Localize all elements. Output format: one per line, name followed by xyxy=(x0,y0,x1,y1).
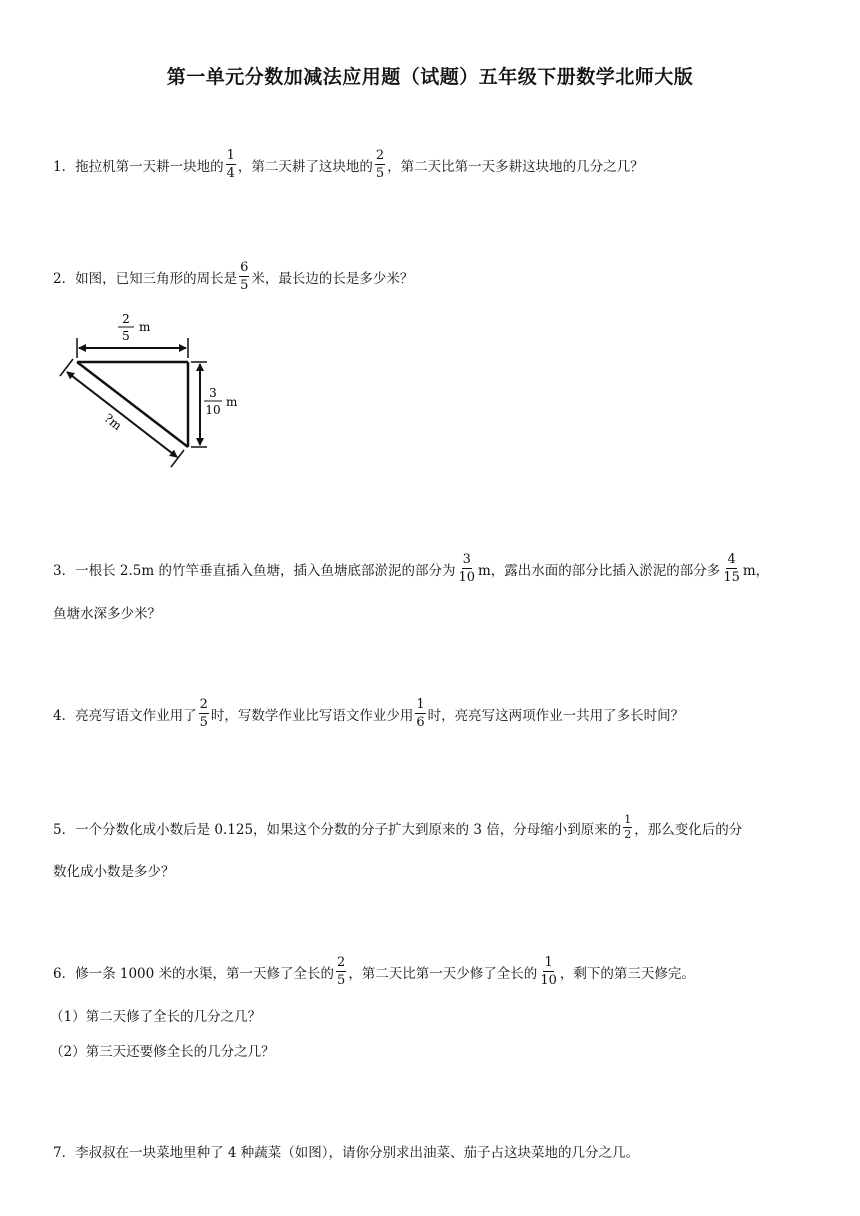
right-label-den: 10 xyxy=(205,403,221,417)
q4-text-1: 4．亮亮写语文作业用了 xyxy=(53,707,197,724)
question-4 xyxy=(53,697,684,730)
q6-text-3: ，剩下的第三天修完。 xyxy=(559,965,695,982)
q6-fraction-1: $\frac{2}{5}$ xyxy=(337,955,346,988)
q6-text-2: ，第二天比第一天少修了全长的 xyxy=(348,965,538,982)
q6-sub1-text: （1）第二天修了全长的几分之几？ xyxy=(50,1009,262,1025)
question-3-line-2 xyxy=(53,602,161,622)
q6-sub2-text: （2）第三天还要修全长的几分之几？ xyxy=(50,1044,275,1060)
q3-text-3: m， xyxy=(742,562,770,579)
q3-fraction-1: $\frac{3}{10}$ xyxy=(458,552,475,585)
question-1 xyxy=(53,148,644,181)
q2-fraction-1: $\frac{6}{5}$ xyxy=(240,260,249,293)
question-6 xyxy=(53,955,695,988)
q3-text-2: m，露出水面的部分比插入淤泥的部分多 xyxy=(478,562,721,579)
hyp-label: ?m xyxy=(101,411,125,433)
question-5 xyxy=(53,814,742,841)
right-label-num: 3 xyxy=(209,386,217,400)
q4-text-3: 时，亮亮写这两项作业一共用了多长时间？ xyxy=(427,707,685,724)
q4-text-2: 时，写数学作业比写语文作业少用 xyxy=(210,707,414,724)
q3-fraction-2: $\frac{4}{15}$ xyxy=(723,552,740,585)
q5-text-1: 5．一个分数化成小数后是 0.125，如果这个分数的分子扩大到原来的 3 倍，分母缩小到原来的 xyxy=(53,821,622,838)
question-3 xyxy=(53,552,769,585)
top-label-unit: m xyxy=(139,320,151,334)
triangle-hypotenuse xyxy=(77,362,188,447)
page-title: 第一单元分数加减法应用题（试题）五年级下册数学北师大版 xyxy=(166,66,694,88)
q2-text-1: 2．如图，已知三角形的周长是 xyxy=(53,270,238,287)
top-label-den: 5 xyxy=(122,329,130,343)
q1-text-2: ，第二天耕了这块地的 xyxy=(237,158,373,175)
question-2 xyxy=(53,260,413,293)
q1-fraction-2: $\frac{2}{5}$ xyxy=(375,148,385,181)
q1-text-3: ，第二天比第一天多耕这块地的几分之几？ xyxy=(387,158,644,175)
q5-fraction-1: $\frac{1}{2}$ xyxy=(624,813,632,841)
q5-text-2: ，那么变化后的分 xyxy=(634,821,743,838)
q4-fraction-2: $\frac{1}{6}$ xyxy=(416,697,425,730)
q3-line2-text: 鱼塘水深多少米？ xyxy=(53,606,161,622)
q6-fraction-2: $\frac{1}{10}$ xyxy=(540,955,557,988)
triangle-figure xyxy=(55,310,255,470)
hyp-dim-tick-top xyxy=(60,359,73,376)
right-label-unit: m xyxy=(226,395,238,409)
question-7 xyxy=(53,1141,639,1161)
hyp-dim-arrow xyxy=(67,372,177,457)
q5-line2-text: 数化成小数是多少？ xyxy=(53,864,175,880)
q4-fraction-1: $\frac{2}{5}$ xyxy=(199,697,208,730)
question-5-line-2 xyxy=(53,860,175,880)
q3-text-1: 3．一根长 2.5m 的竹竿垂直插入鱼塘，插入鱼塘底部淤泥的部分为 xyxy=(53,562,456,579)
q1-fraction-1: $\frac{1}{4}$ xyxy=(226,148,235,181)
q1-text-1: 1．拖拉机第一天耕一块地的 xyxy=(53,158,224,175)
question-6-sub-1 xyxy=(50,1005,261,1025)
question-6-sub-2 xyxy=(50,1040,275,1060)
hyp-dim-tick-bottom xyxy=(171,450,184,467)
q6-text-1: 6．修一条 1000 米的水渠，第一天修了全长的 xyxy=(53,965,335,982)
q2-text-2: 米，最长边的长是多少米？ xyxy=(251,270,414,287)
q7-text-1: 7．李叔叔在一块菜地里种了 4 种蔬菜（如图），请你分别求出油菜、茄子占这块菜地的几分之几。 xyxy=(53,1145,640,1161)
top-label-num: 2 xyxy=(122,312,130,326)
